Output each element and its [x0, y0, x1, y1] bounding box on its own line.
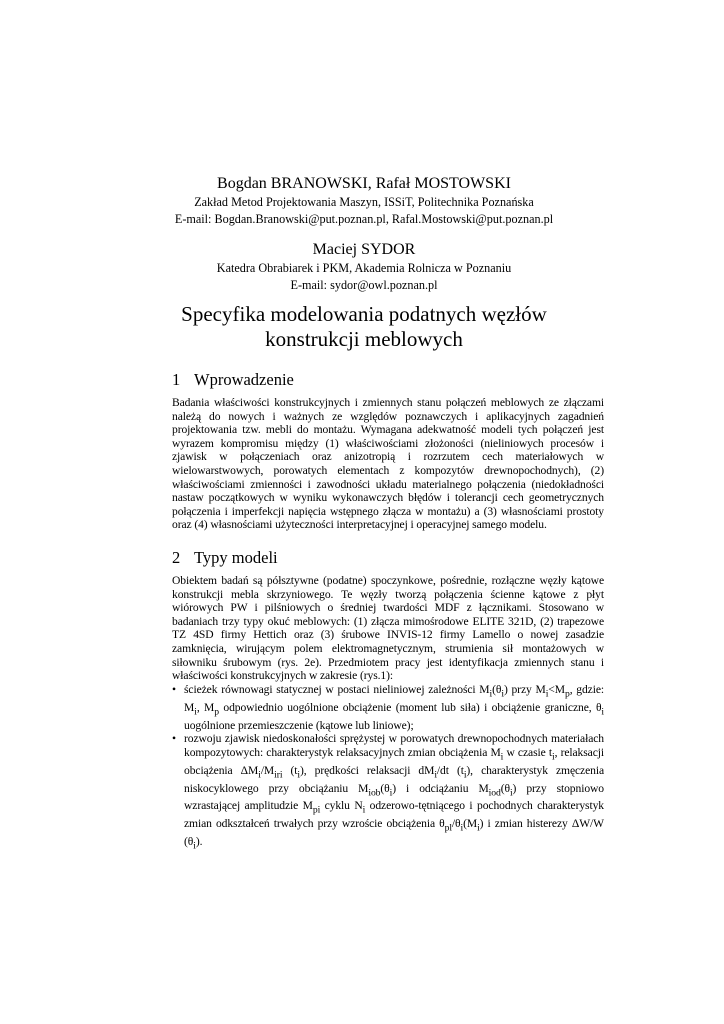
- author-names-2: Maciej SYDOR: [312, 241, 416, 258]
- paper-header: [140, 174, 588, 294]
- title-line-2: konstrukcji meblowych: [265, 327, 463, 351]
- section-2-title: Typy modeli: [194, 547, 278, 567]
- author-names-1: Bogdan BRANOWSKI, Rafał MOSTOWSKI: [217, 175, 511, 192]
- title-line-1: Specyfika modelowania podatnych węzłów: [181, 302, 547, 326]
- section-2-number: 2: [172, 547, 181, 567]
- bullet-symbol: •: [172, 682, 176, 696]
- section-2-heading: [172, 548, 604, 568]
- section-1-paragraph: Badania właściwości konstrukcyjnych i zmiennych stanu połączeń meblowych ze złączami należą do nowych i ważnych ze względów poznawczych i aplikacyjnych zagadnień projektowania tzw. mebli do montażu. Wymagana adekwatność modeli tych połączeń jest wyrazem kompromisu między (1) właściwościami złożoności (nieliniowych procesów i zjawisk w połączeniach oraz anizotropią i rozrzutem cech materiałowych w wielowarstwowych, porowatych elementach z kompozytów drewnopochodnych), (2) właściwościami zmienności i zawodności układu materialnego połączenia (niedokładności nastaw początkowych w wyniku wykonawczych błędów i tolerancji cech geometrycznych połączenia i imperfekcji napięcia wstępnego złącza w montażu) a (3) własnościami prostoty oraz (4) własnościami użyteczności interpretacyjnej i operacyjnej samego modelu.: [172, 396, 604, 532]
- email-1: E-mail: Bogdan.Branowski@put.poznan.pl, Rafal.Mostowski@put.poznan.pl: [174, 212, 554, 226]
- section-1-title: Wprowadzenie: [194, 370, 294, 389]
- bullet-item-1: • ścieżek równowagi statycznej w postaci nieliniowej zależności $M_i(\theta_i)$ przy $M_i<M_p$, gdzie: $M_i$, $M_p$ odpowiednio uogólnione obciążenie (moment lub siła) i obciążenie graniczne, $\theta_i$ uogólnione przemieszczenie (kątowe lub liniowe);: [172, 682, 605, 732]
- bullet-symbol: •: [172, 732, 176, 746]
- email-2: E-mail: sydor@owl.poznan.pl: [290, 278, 438, 292]
- section-1-heading: [172, 370, 604, 390]
- section-2-paragraph: Obiektem badań są półsztywne (podatne) spoczynkowe, pośrednie, rozłączne węzły kątowe konstrukcji mebla skrzyniowego. Te węzły tworzą połączenia ścienne kątowe z płyt wiórowych PW i pilśniowych o średniej twardości MDF z łącznikami. Stosowano w badaniach trzy typy okuć meblowych: (1) złącza mimośrodowe ELITE 321D, (2) trapezowe TZ 4SD firmy Hettich oraz (3) śrubowe INVIS-12 firmy Lamello o nowej zasadzie zamknięcia, wirującym polem elektromagnetycznym, strumienia sił montażowych w siłowniku śrubowym (rys. 2e). Przedmiotem pracy jest identyfikacja zmiennych stanu i właściwości konstrukcyjnych w zakresie (rys.1):: [172, 573, 604, 683]
- affiliation-1: Zakład Metod Projektowania Maszyn, ISSiT, Politechnika Poznańska: [194, 195, 534, 209]
- bullet-list: [172, 683, 604, 853]
- bullet-item-2: • rozwoju zjawisk niedoskonałości sprężystej w porowatych drewnopochodnych materiałach kompozytowych: charakterystyk relaksacyjnych zmian obciążenia $M_i$ w czasie $t_i$, relaksacji obciążenia $\Delta M_i/M_{iri}$ $(t_i)$, prędkości relaksacji $dM_i/dt$ $(t_i)$, charakterystyk zmęczenia niskocyklowego przy obciążaniu $M_{iob}(\theta_i)$ i odciążaniu $M_{iod}(\theta_i)$ przy stopniowo wzrastającej amplitudzie $M_{pi}$ cyklu $N_i$ odzerowo-tętniącego i pochodnych charakterystyk zmian odkształceń trwałych przy wzroście obciążenia $\theta_{pl}/\theta_i(M_i)$ i zmian histerezy ΔW/W $(\theta_i)$.: [172, 732, 605, 852]
- paper-title: [140, 302, 588, 352]
- paper-body: [172, 370, 604, 853]
- affiliation-2: Katedra Obrabiarek i PKM, Akademia Rolnicza w Poznaniu: [216, 261, 512, 275]
- section-1-number: 1: [172, 370, 181, 389]
